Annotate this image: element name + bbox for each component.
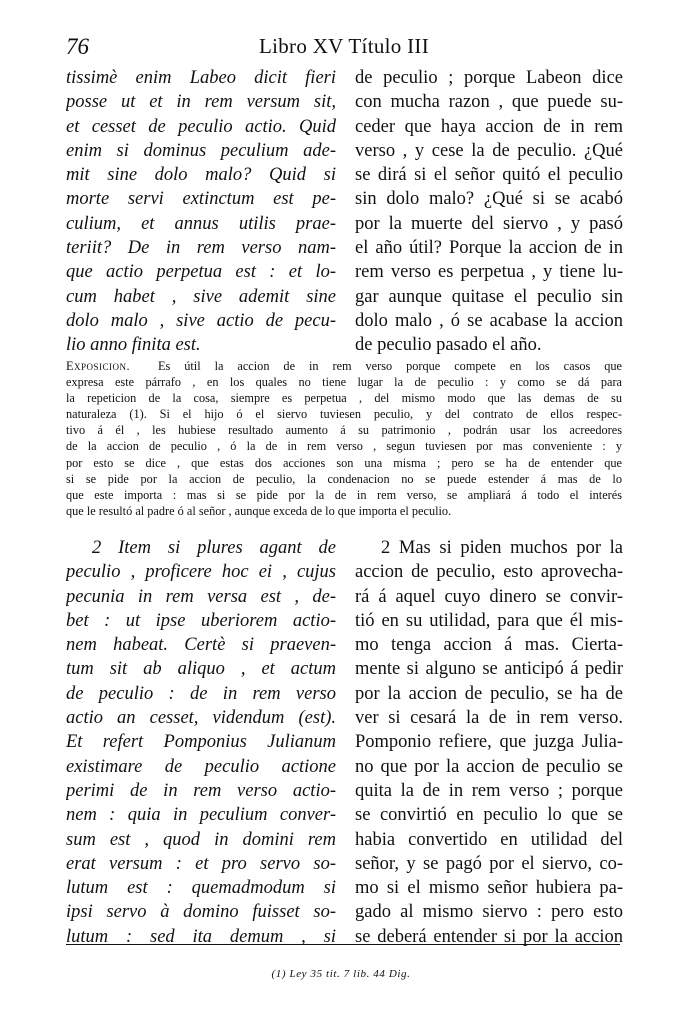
page-header bbox=[66, 34, 622, 62]
text-line: existimare de peculio actione bbox=[66, 756, 336, 777]
text-line: ver si cesará la de in rem verso. bbox=[355, 708, 623, 729]
text-line: actio an cesset, videndum (est). bbox=[66, 708, 336, 729]
section1-spanish-column bbox=[355, 66, 623, 358]
section2-spanish-column bbox=[355, 536, 623, 949]
text-line: se dirá si el señor quitó el peculio bbox=[355, 165, 623, 186]
text-line: bet : ut ipse uberiorem actio- bbox=[66, 610, 336, 631]
text-line: con mucha razon , que puede su- bbox=[355, 92, 623, 113]
text-line: Et refert Pomponius Julianum bbox=[66, 732, 336, 753]
text-line: morte servi extinctum est pe- bbox=[66, 189, 336, 210]
text-line: el año útil? Porque la accion de in bbox=[355, 238, 623, 259]
text-line: tió en su utilidad, para que él mis- bbox=[355, 610, 623, 631]
text-line: perimi de in rem verso actio- bbox=[66, 780, 336, 801]
text-line: se convirtió en peculio lo que se bbox=[355, 805, 623, 826]
text-line: no que por la accion de peculio se bbox=[355, 756, 623, 777]
text-line: nem : quia in peculium conver- bbox=[66, 805, 336, 826]
exposition-lead: Exposicion. bbox=[66, 359, 131, 373]
text-line: rá á aquel cuyo dinero se convir- bbox=[355, 586, 623, 607]
exposition-line: por esto se dice , que estas dos acciones son una misma ; pero se ha de entender que bbox=[66, 455, 622, 470]
text-line: ceder que haya accion de in rem bbox=[355, 116, 623, 137]
text-line: enim si dominus peculium ade- bbox=[66, 140, 336, 161]
text-line: de peculio : de in rem verso bbox=[66, 683, 336, 704]
text-line: dolo malo , sive actio de pecu- bbox=[66, 310, 336, 331]
text-line: gado al mismo siervo : pero esto bbox=[355, 902, 623, 923]
text-line: señor, y se pagó por el siervo, co- bbox=[355, 853, 623, 874]
section2-latin-column bbox=[66, 536, 336, 949]
section1-latin-column bbox=[66, 66, 336, 358]
text-line: dolo malo , ó se acabase la accion bbox=[355, 310, 623, 331]
text-line: nem habeat. Certè si praeven- bbox=[66, 635, 336, 656]
text-line: lutum est : quemadmodum si bbox=[66, 878, 336, 899]
text-line: de peculio pasado el año. bbox=[355, 335, 542, 356]
text-line: sum est , quod in domini rem bbox=[66, 829, 336, 850]
exposition-line: que este importa : mas si se pide por la de in rem verso, se ampliará á todo el interés bbox=[66, 487, 622, 502]
text-line: peculio , proficere hoc ei , cujus bbox=[66, 562, 336, 583]
text-line: ipsi servo à domino fuisset so- bbox=[66, 902, 336, 923]
text-line: et cesset de peculio actio. Quid bbox=[66, 116, 336, 137]
exposition-line: expresa este párrafo , en los quales no tiene lugar la de peculio : y como se dá para bbox=[66, 375, 622, 390]
text-line: Pomponio refiere, que juzga Julia- bbox=[355, 732, 623, 753]
text-line: por la muerte del siervo , y pasó bbox=[355, 213, 623, 234]
exposition-text: Es útil la accion de in rem verso porque compete en los casos que bbox=[157, 359, 622, 373]
exposition-line bbox=[66, 358, 622, 374]
text-line: quita la de in rem verso ; porque bbox=[355, 780, 623, 801]
text-line: 2 Item si plures agant de bbox=[92, 538, 336, 558]
text-line: teriit? De in rem verso nam- bbox=[66, 238, 336, 259]
exposition-line: si se pide por la accion de peculio, la condenacion no se puede estender á mas de lo bbox=[66, 471, 622, 486]
exposition-line: tivo á él , les hubiese resultado aumento á su patrimonio , podrán usar los acreedores bbox=[66, 423, 622, 438]
text-line: cum habet , sive ademit sine bbox=[66, 286, 336, 307]
text-line: posse ut et in rem versum sit, bbox=[66, 92, 336, 113]
running-head: Libro XV Título III bbox=[259, 34, 429, 58]
text-line: mit sine dolo malo? Quid si bbox=[66, 165, 336, 186]
footnote-divider bbox=[66, 944, 620, 945]
text-line: accion de peculio, esto aprovecha- bbox=[355, 562, 623, 583]
text-line: tum sit ab aliquo , et actum bbox=[66, 659, 336, 680]
text-line: por la accion de peculio, se ha de bbox=[355, 683, 623, 704]
exposition-line: que le resultó al padre ó al señor , aunque exceda de lo que importa el peculio. bbox=[66, 503, 452, 518]
text-line: de peculio ; porque Labeon dice bbox=[355, 68, 623, 88]
text-line: tissimè enim Labeo dicit fieri bbox=[66, 68, 336, 88]
exposition-note bbox=[66, 358, 622, 519]
footnote: (1) Ley 35 tit. 7 lib. 44 Dig. bbox=[271, 968, 411, 980]
text-line: mo si el mismo señor hubiera pa- bbox=[355, 878, 623, 899]
text-line: culium, et annus utilis prae- bbox=[66, 213, 336, 234]
page-number: 76 bbox=[66, 34, 89, 59]
text-line: sin dolo malo? ¿Qué si se acabó bbox=[355, 189, 623, 210]
text-line: 2 Mas si piden muchos por la bbox=[381, 538, 623, 558]
exposition-line: la repeticion de la cosa, siempre es perpetua , del mismo modo que las demas de su bbox=[66, 391, 622, 406]
text-line: mente si alguno se anticipó á pedir bbox=[355, 659, 623, 680]
text-line: mo tenga accion á mas. Cierta- bbox=[355, 635, 623, 656]
text-line: lutum : sed ita demum , si bbox=[66, 926, 336, 947]
text-line: gar aunque quitase el peculio sin bbox=[355, 286, 623, 307]
text-line: se deberá entender si por la accion bbox=[355, 926, 623, 947]
text-line: pecunia in rem versa est , de- bbox=[66, 586, 336, 607]
text-line: rem verso es perpetua , y tiene lu- bbox=[355, 262, 623, 283]
text-line: verso , y cese la de peculio. ¿Qué bbox=[355, 140, 623, 161]
text-line: que actio perpetua est : et lo- bbox=[66, 262, 336, 283]
text-line: habia convertido en utilidad del bbox=[355, 829, 623, 850]
exposition-line: naturaleza (1). Si el hijo ó el siervo tuviesen peculio, y del contrato de ellos respec- bbox=[66, 407, 622, 422]
text-line: erat versum : et pro servo so- bbox=[66, 853, 336, 874]
exposition-line: de la accion de peculio , ó la de in rem verso , segun tuviesen por mas conveniente : y bbox=[66, 439, 622, 454]
text-line: lio anno finita est. bbox=[66, 335, 201, 356]
